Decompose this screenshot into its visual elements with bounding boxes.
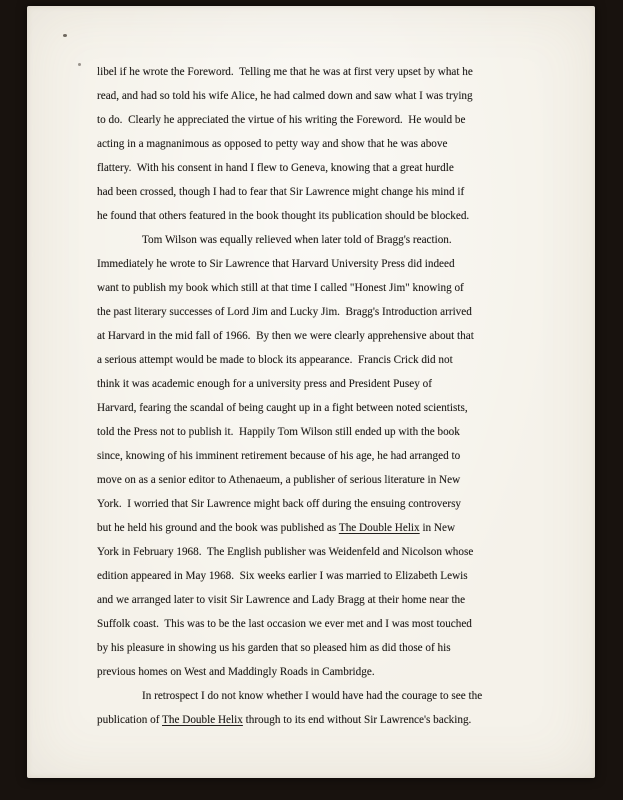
page-text bbox=[97, 60, 549, 732]
text-line bbox=[97, 420, 549, 444]
text-segment: the past literary successes of Lord Jim and Lucky Jim. Bragg's Introduction arrived bbox=[97, 306, 472, 318]
text-segment: Suffolk coast. This was to be the last occasion we ever met and I was most touched bbox=[97, 618, 472, 630]
text-line bbox=[97, 468, 549, 492]
text-line bbox=[97, 540, 549, 564]
text-line bbox=[97, 516, 549, 540]
text-segment: previous homes on West and Maddingly Roads in Cambridge. bbox=[97, 666, 375, 678]
text-segment: at Harvard in the mid fall of 1966. By then we were clearly apprehensive about that bbox=[97, 330, 474, 342]
text-line bbox=[97, 564, 549, 588]
text-segment: a serious attempt would be made to block its appearance. Francis Crick did not bbox=[97, 354, 453, 366]
text-line bbox=[97, 60, 549, 84]
text-segment: and we arranged later to visit Sir Lawrence and Lady Bragg at their home near the bbox=[97, 594, 466, 606]
text-line bbox=[97, 300, 549, 324]
text-segment: told the Press not to publish it. Happily Tom Wilson still ended up with the book bbox=[97, 426, 460, 438]
text-segment: want to publish my book which still at that time I called "Honest Jim" knowing of bbox=[97, 282, 464, 294]
text-segment: since, knowing of his imminent retirement because of his age, he had arranged to bbox=[97, 450, 461, 462]
text-line bbox=[97, 108, 549, 132]
text-segment: read, and had so told his wife Alice, he had calmed down and saw what I was trying bbox=[97, 90, 473, 102]
text-line bbox=[97, 708, 549, 732]
text-line bbox=[97, 204, 549, 228]
text-line bbox=[97, 84, 549, 108]
text-segment: move on as a senior editor to Athenaeum, a publisher of serious literature in New bbox=[97, 474, 461, 486]
text-line bbox=[97, 372, 549, 396]
text-line bbox=[97, 180, 549, 204]
text-segment: Harvard, fearing the scandal of being caught up in a fight between noted scientists, bbox=[97, 402, 468, 414]
text-line bbox=[97, 252, 549, 276]
text-line bbox=[97, 684, 549, 708]
text-line bbox=[97, 588, 549, 612]
text-line bbox=[97, 492, 549, 516]
ink-speck bbox=[78, 63, 81, 66]
text-segment: he found that others featured in the book thought its publication should be blocked. bbox=[97, 210, 470, 222]
text-segment: In retrospect I do not know whether I would have had the courage to see the bbox=[142, 690, 483, 702]
text-line bbox=[97, 612, 549, 636]
text-line bbox=[97, 156, 549, 180]
text-line bbox=[97, 276, 549, 300]
text-line bbox=[97, 348, 549, 372]
text-segment: flattery. With his consent in hand I flew to Geneva, knowing that a great hurdle bbox=[97, 162, 454, 174]
manuscript-page bbox=[27, 6, 595, 778]
text-segment: libel if he wrote the Foreword. Telling me that he was at first very upset by what he bbox=[97, 66, 473, 78]
text-segment: through to its end without Sir Lawrence's backing. bbox=[242, 714, 472, 726]
paragraph bbox=[97, 228, 549, 684]
underlined-book-title: The Double Helix bbox=[338, 522, 420, 534]
underlined-book-title: The Double Helix bbox=[162, 714, 243, 726]
text-line bbox=[97, 660, 549, 684]
text-line bbox=[97, 396, 549, 420]
text-segment: in New bbox=[419, 522, 456, 534]
text-segment: acting in a magnanimous as opposed to petty way and show that he was above bbox=[97, 138, 448, 150]
text-segment: Tom Wilson was equally relieved when later told of Bragg's reaction. bbox=[142, 234, 452, 246]
text-segment: but he held his ground and the book was published as bbox=[97, 522, 339, 534]
text-segment: had been crossed, though I had to fear that Sir Lawrence might change his mind if bbox=[97, 186, 465, 198]
ink-speck bbox=[63, 34, 67, 37]
paragraph bbox=[97, 60, 549, 228]
text-segment: edition appeared in May 1968. Six weeks earlier I was married to Elizabeth Lewis bbox=[97, 570, 468, 582]
text-line bbox=[97, 444, 549, 468]
text-segment: Immediately he wrote to Sir Lawrence that Harvard University Press did indeed bbox=[97, 258, 455, 270]
text-line bbox=[97, 132, 549, 156]
text-segment: publication of bbox=[97, 714, 163, 726]
text-segment: York in February 1968. The English publisher was Weidenfeld and Nicolson whose bbox=[97, 546, 474, 558]
text-line bbox=[97, 228, 549, 252]
paragraph bbox=[97, 684, 549, 732]
text-line bbox=[97, 324, 549, 348]
text-segment: by his pleasure in showing us his garden that so pleased him as did those of his bbox=[97, 642, 451, 654]
text-segment: think it was academic enough for a university press and President Pusey of bbox=[97, 378, 432, 390]
text-segment: to do. Clearly he appreciated the virtue of his writing the Foreword. He would be bbox=[97, 114, 466, 126]
text-line bbox=[97, 636, 549, 660]
text-segment: York. I worried that Sir Lawrence might back off during the ensuing controversy bbox=[97, 498, 462, 510]
